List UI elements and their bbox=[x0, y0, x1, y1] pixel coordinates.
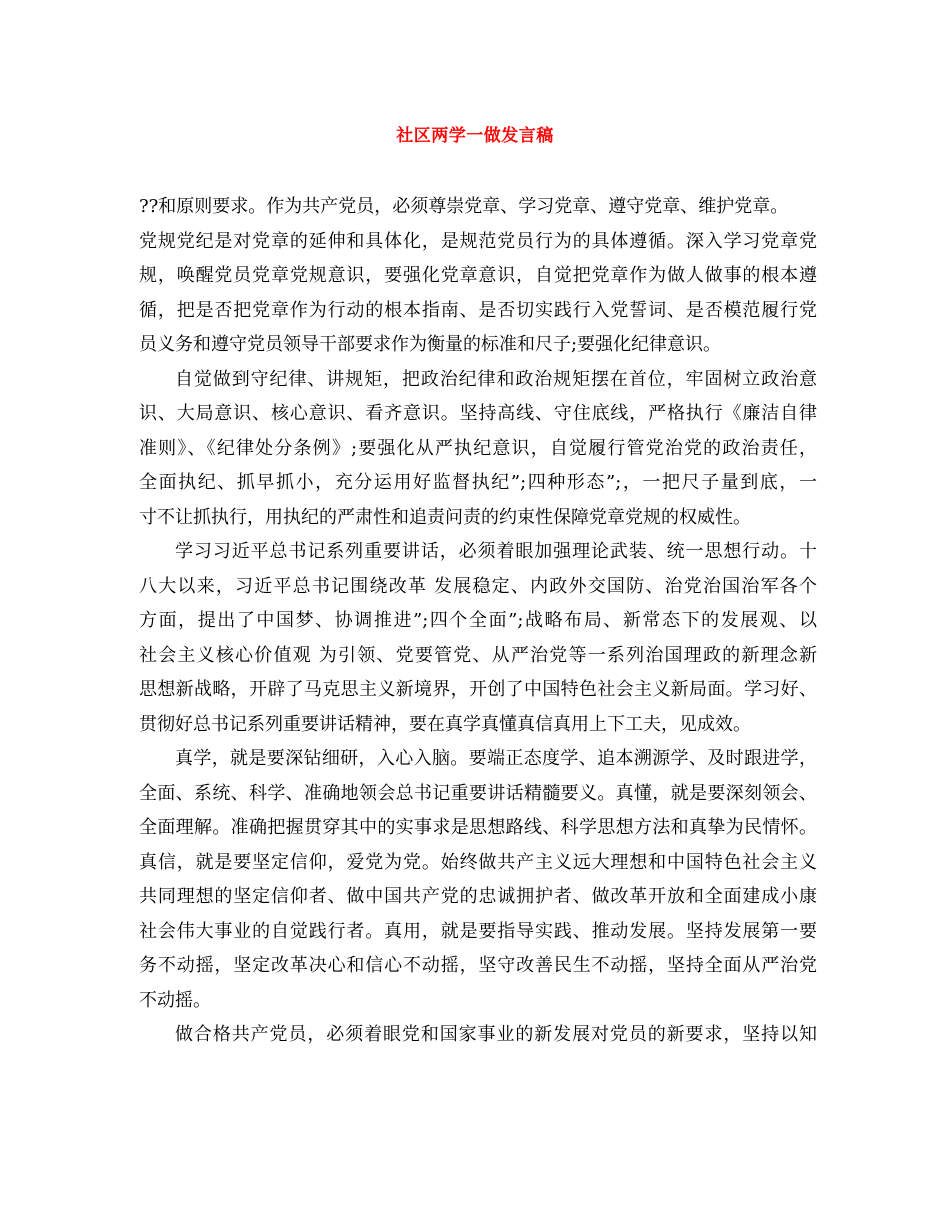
body-text-line: 员义务和遵守党员领导干部要求作为衡量的标准和尺子;要强化纪律意识。 bbox=[139, 334, 722, 355]
body-text-line: 社会主义核心价值观 为引领、党要管党、从严治党等一系列治国理政的新理念新 bbox=[139, 644, 817, 666]
body-text-line: 寸不让抓执行，用执纪的严肃性和追责问责的约束性保障党章党规的权威性。 bbox=[139, 506, 751, 528]
body-text-line: 社会伟大事业的自觉践行者。真用，就是要指导实践、推动发展。坚持发展第一要 bbox=[139, 920, 817, 942]
body-text-line: 共同理想的坚定信仰者、做中国共产党的忠诚拥护者、做改革开放和全面建成小康 bbox=[139, 886, 817, 907]
body-text-line: 八大以来，习近平总书记围绕改革 发展稳定、内政外交国防、治党治国治军各个 bbox=[139, 575, 817, 597]
body-text-line: 全面执纪、抓早抓小，充分运用好监督执纪”;四种形态”;，一把尺子量到底，一 bbox=[139, 472, 817, 493]
body-text-line: 学习习近平总书记系列重要讲话，必须着眼加强理论武装、统一思想行动。十 bbox=[175, 541, 817, 562]
body-text-line: 方面，提出了中国梦、协调推进”;四个全面”;战略布局、新常态下的发展观、以 bbox=[139, 610, 817, 631]
body-text-line: 做合格共产党员，必须着眼党和国家事业的新发展对党员的新要求，坚持以知 bbox=[175, 1024, 817, 1045]
body-text-line: 思想新战略，开辟了马克思主义新境界，开创了中国特色社会主义新局面。学习好、 bbox=[139, 679, 817, 700]
body-text-line: 真信，就是要坚定信仰，爱党为党。始终做共产主义远大理想和中国特色社会主义 bbox=[139, 851, 817, 873]
body-text-line: 循，把是否把党章作为行动的根本指南、是否切实践行入党誓词、是否模范履行党 bbox=[139, 299, 817, 321]
body-text-line: 不动摇。 bbox=[139, 989, 211, 1011]
body-text-line: ??和原则要求。作为共产党员，必须尊崇党章、学习党章、遵守党章、维护党章。 bbox=[139, 196, 789, 217]
body-text-line: 全面、系统、科学、准确地领会总书记重要讲话精髓要义。真懂，就是要深刻领会、 bbox=[139, 782, 817, 804]
body-text-line: 贯彻好总书记系列重要讲话精神，要在真学真懂真信真用上下工夫，见成效。 bbox=[139, 713, 751, 735]
body-text-line: 识、大局意识、核心意识、看齐意识。坚持高线、守住底线，严格执行《廉洁自律 bbox=[139, 403, 817, 424]
document-title: 社区两学一做发言稿 bbox=[396, 126, 554, 146]
body-text-line: 党规党纪是对党章的延伸和具体化，是规范党员行为的具体遵循。深入学习党章党 bbox=[139, 230, 817, 252]
body-text-line: 准则》、《纪律处分条例》;要强化从严执纪意识，自觉履行管党治党的政治责任， bbox=[139, 437, 817, 459]
document-body bbox=[139, 190, 817, 1053]
body-text-line: 务不动摇，坚定改革决心和信心不动摇，坚守改善民生不动摇，坚持全面从严治党 bbox=[139, 955, 817, 976]
body-text-line: 自觉做到守纪律、讲规矩，把政治纪律和政治规矩摆在首位，牢固树立政治意 bbox=[175, 368, 817, 390]
body-text-line: 真学，就是要深钻细研，入心入脑。要端正态度学、追本溯源学、及时跟进学， bbox=[175, 748, 817, 769]
body-text-line: 规，唤醒党员党章党规意识，要强化党章意识，自觉把党章作为做人做事的根本遵 bbox=[139, 265, 817, 286]
body-text-line: 全面理解。准确把握贯穿其中的实事求是思想路线、科学思想方法和真挚为民情怀。 bbox=[139, 817, 817, 838]
